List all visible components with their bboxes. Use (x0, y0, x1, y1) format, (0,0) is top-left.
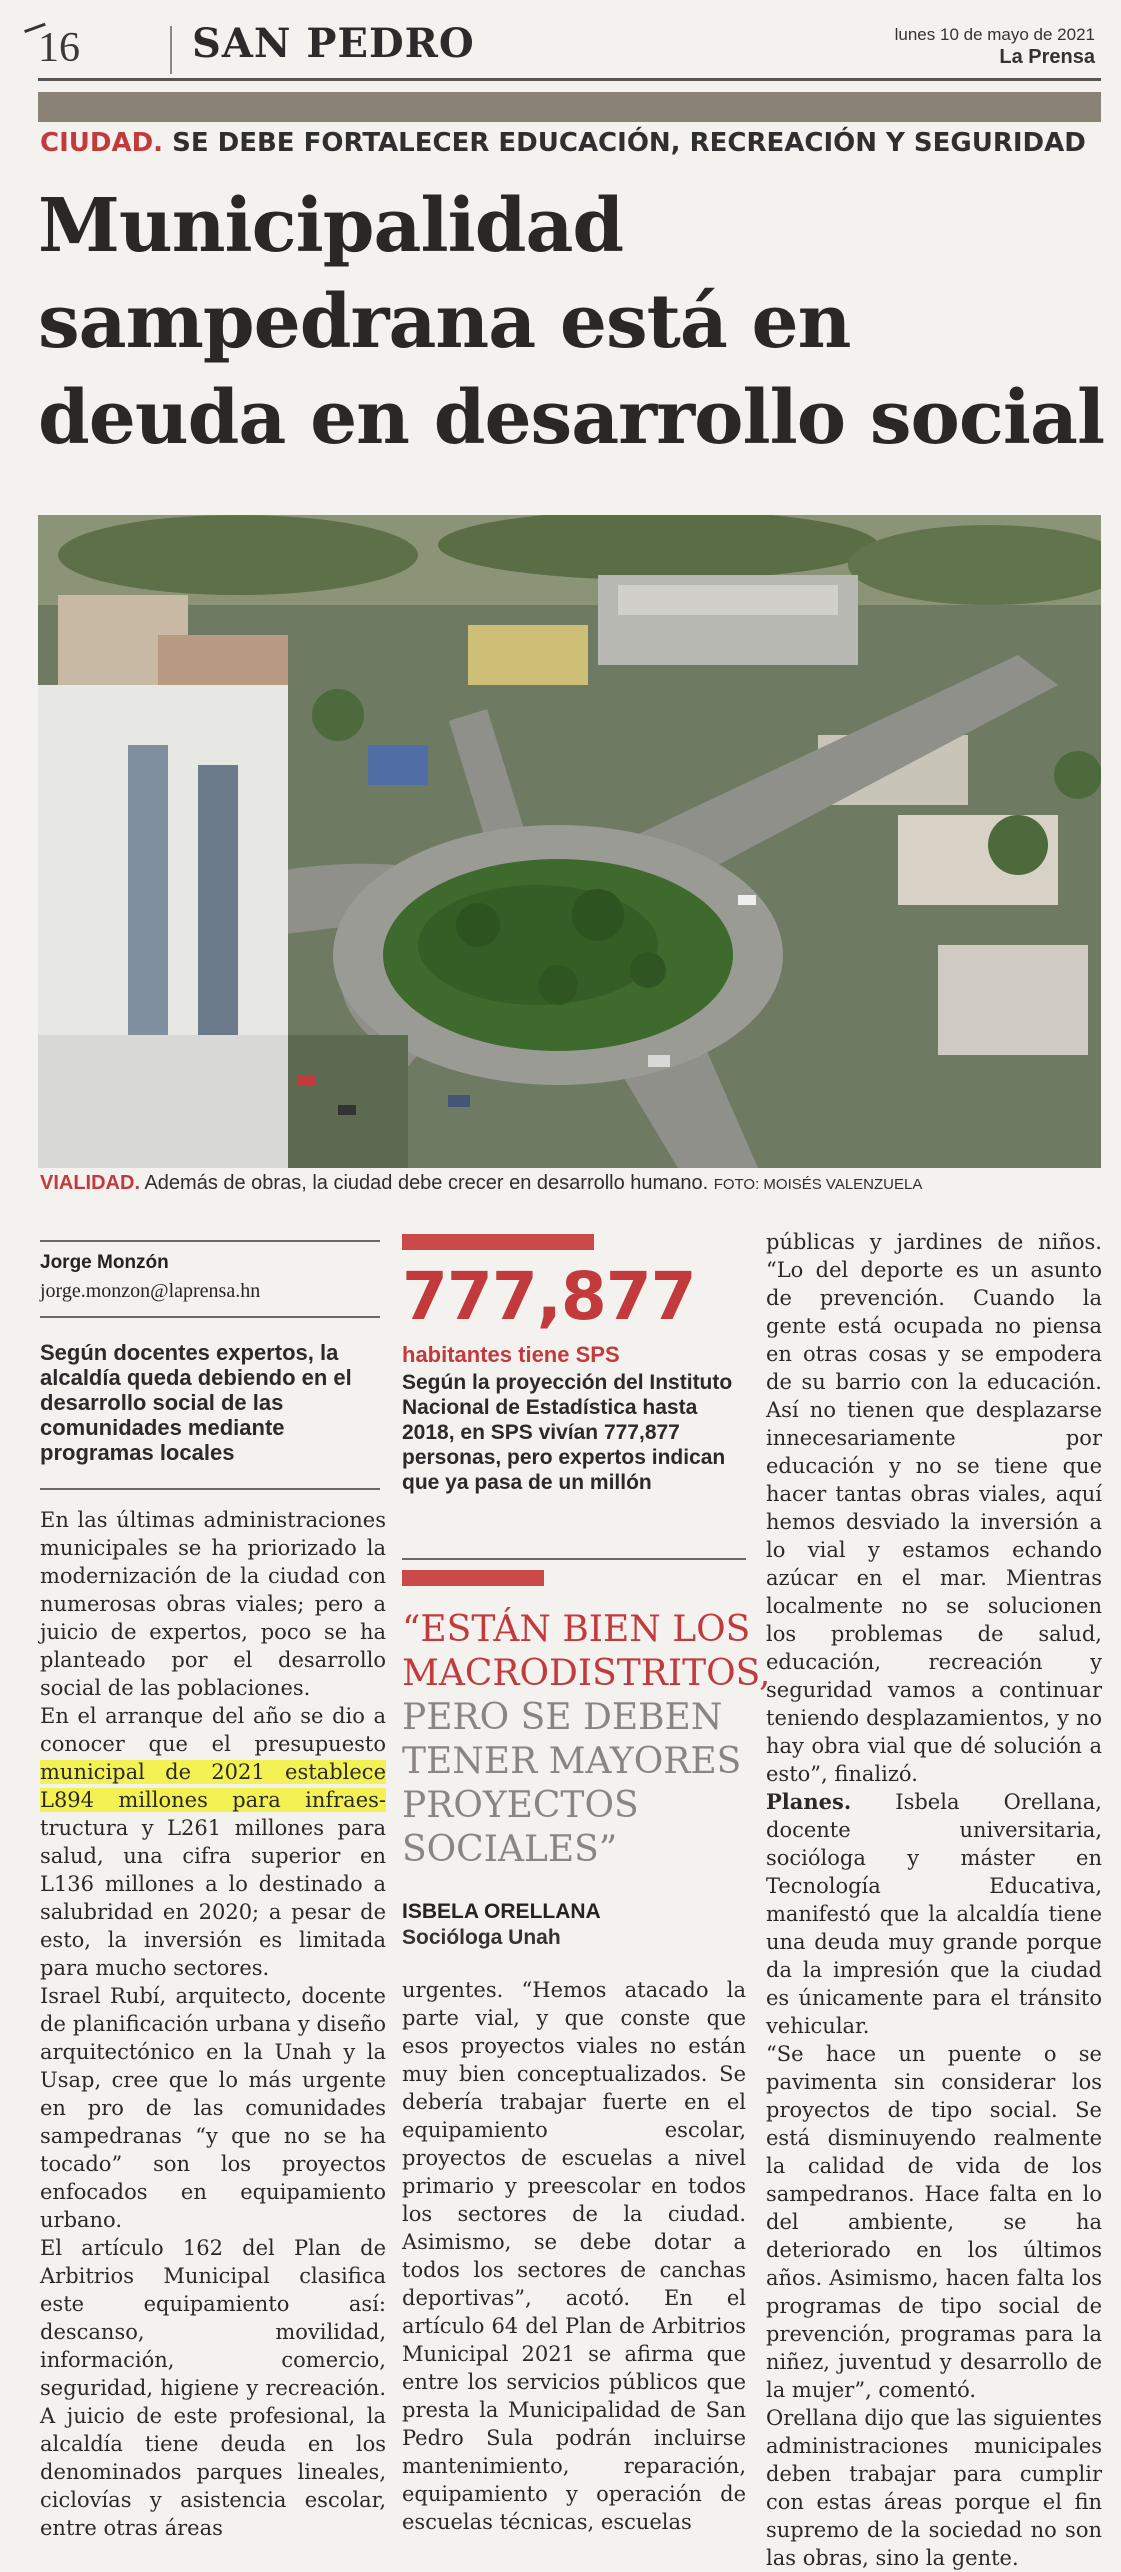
paragraph-budget (40, 1702, 386, 1982)
quote-author-role: Socióloga Unah (402, 1926, 561, 1949)
author-email: jorge.monzon@laprensa.hn (40, 1280, 261, 1302)
header-band (38, 92, 1101, 122)
kicker-category: CIUDAD. (40, 128, 164, 158)
issue-date: lunes 10 de mayo de 2021 (894, 25, 1095, 44)
kicker (40, 128, 1086, 158)
byline-rule (40, 1240, 380, 1242)
section-title: SAN PEDRO (192, 20, 475, 67)
column-2 (402, 1976, 746, 2536)
highlighted-budget: municipal de 2021 establece L894 millones para infraes- (40, 1760, 386, 1812)
header-rule (38, 78, 1101, 81)
roundabout-illustration (38, 515, 1101, 1168)
paragraph: En las últimas administraciones municipales se ha priorizado la modernización de la ciudad con numerosas obras viales; pero a juicio de expertos, poco se ha planteado por el desarrollo social de las poblaciones. (40, 1508, 386, 1700)
stat-description: Según la proyección del Instituto Nacional de Estadística hasta 2018, en SPS vivían 777,877 personas, pero expertos indican que ya pasa de un millón (402, 1371, 733, 1494)
column-3-top (766, 1228, 1102, 1788)
article-summary: Según docentes expertos, la alcaldía queda debiendo en el desarrollo social de las comunidades mediante programas locales (40, 1340, 352, 1465)
paragraph-planes (766, 1788, 1102, 2040)
paragraph: Orellana dijo que las siguientes administraciones municipales deben trabajar para cumplir con estas áreas porque el fin supremo de la sociedad no son las obras, sino la gente. (766, 2406, 1102, 2570)
quote-author: ISBELA ORELLANA (402, 1900, 601, 1923)
paragraph: urgentes. “Hemos atacado la parte vial, y que conste que esos proyectos viales no están muy bien conceptualizados. Se debería trabajar fuerte en el equipamiento escolar, proyectos de escuelas a nivel primario y preescolar en todos los sectores de la ciudad. Asimismo, se debe dotar a todos los sectores de canchas deportivas”, acotó. En el artículo 64 del Plan de Arbitrios Municipal 2021 se afirma que entre los servicios públicos que presta la Municipalidad de San Pedro Sula podrán incluirse mantenimiento, reparación, equipamiento y operación de escuelas técnicas, escuelas (402, 1978, 746, 2534)
photo-credit: FOTO: MOISÉS VALENZUELA (713, 1176, 923, 1193)
header-divider (170, 26, 172, 74)
aerial-photo (38, 515, 1101, 1168)
budget-text-start: En el arranque del año se dio a conocer que el presupuesto (40, 1704, 386, 1756)
paragraph: públicas y jardines de niños. “Lo del deporte es un asunto de prevención. Cuando la gente está ocupada no piensa en otras cosas y se empodera de su barrio con la educación. Así no tienen que desplazarse innecesariamente por educación y no se tiene que hacer tantas obras viales, aquí hemos desviado la inversión a lo vial y estamos echando azúcar en el mar. Mientras localmente no se solucionen los problemas de salud, educación, recreación y seguridad vamos a continuar teniendo desplazamientos, y no hay obra vial que dé solución a esto”, finalizó. (766, 1230, 1102, 1786)
headline: Municipalidad sampedrana está en deuda en desarrollo social (38, 183, 1105, 461)
header-dateline (895, 24, 1095, 68)
caption-text: Además de obras, la ciudad debe crecer en desarrollo humano. (144, 1172, 709, 1194)
caption-category: VIALIDAD. (40, 1172, 140, 1194)
newspaper-name: La Prensa (999, 46, 1095, 68)
paragraph: “Se hace un puente o se pavimenta sin considerar los proyectos de tipo social. Se está disminuyendo realmente la calidad de vida de los sampedranos. Hace falta en lo del ambiente, se ha deteriorado en los últimos años. Asimismo, hacen falta los programas de tipo social de prevención, programas para la niñez, juventud y desarrollo de la mujer”, comentó. (766, 2042, 1102, 2402)
pull-quote (402, 1608, 771, 1872)
paragraph-lead: Planes. (766, 1789, 852, 1814)
column-1 (40, 1506, 386, 2542)
pull-quote-rest: PERO SE DEBEN TENER MAYORES PROYECTOS SOCIALES” (402, 1697, 742, 1870)
budget-text-end: tructura y L261 millones para salud, una cifra superior en L136 millones a lo destinado a salubridad en 2020; a pesar de esto, la inversión es limitada para mucho sectores. (40, 1816, 386, 1980)
paragraph: Israel Rubí, arquitecto, docente de planificación urbana y diseño arquitectónico en la Unah y la Usap, cree que lo más urgente en pro de las comunidades sampedranas “y que no se ha tocado” son los proyectos enfocados en equipamiento urbano. (40, 1984, 386, 2232)
photo-caption (40, 1172, 1100, 1195)
stat-label: habitantes tiene SPS (402, 1342, 620, 1367)
paragraph-text: Isbela Orellana, docente universitaria, socióloga y máster en Tecnología Educativa, manifestó que la alcaldía tiene una deuda muy grande porque da la impresión que la ciudad es únicamente para el tránsito vehicular. (766, 1790, 1102, 2038)
pull-quote-lead: “ESTÁN BIEN LOS MACRODISTRITOS, (402, 1609, 771, 1694)
paragraph: El artículo 162 del Plan de Arbitrios Municipal clasifica este equipamiento así: descanso, movilidad, información, comercio, seguridad, higiene y recreación. A juicio de este profesional, la alcaldía tiene deuda en los denominados parques lineales, ciclovías y asistencia escolar, entre otras áreas (40, 2236, 386, 2540)
author-name: Jorge Monzón (40, 1252, 169, 1273)
stat-number: 777,877 (402, 1258, 696, 1335)
quote-red-bar (402, 1570, 544, 1586)
body-rule (40, 1488, 380, 1490)
kicker-text: SE DEBE FORTALECER EDUCACIÓN, RECREACIÓN Y SEGURIDAD (172, 128, 1086, 158)
page-number: 16 (38, 25, 80, 71)
stat-red-bar (402, 1234, 594, 1250)
summary-rule (40, 1316, 380, 1318)
column-3-bottom (766, 1788, 1102, 2572)
stat-rule (402, 1558, 746, 1560)
